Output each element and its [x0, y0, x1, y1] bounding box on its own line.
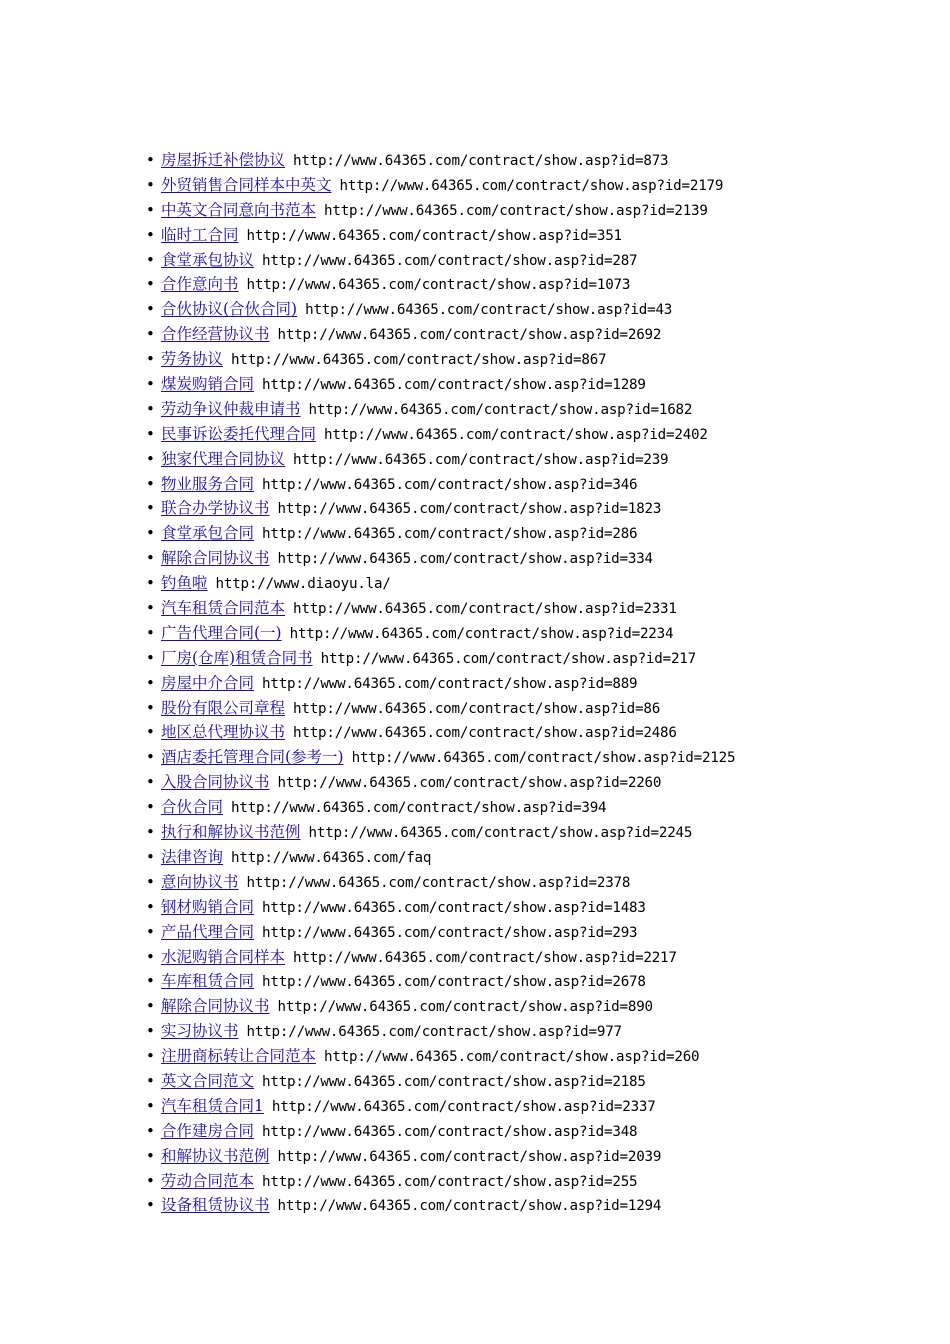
contract-title-link[interactable]: 合作意向书: [161, 275, 239, 294]
contract-title-link[interactable]: 和解协议书范例: [161, 1146, 270, 1165]
list-item: [146, 671, 735, 696]
bullet-icon: •: [146, 424, 155, 443]
list-item: [146, 621, 735, 646]
contract-url-text: http://www.diaoyu.la/: [215, 576, 391, 593]
contract-title-link[interactable]: 厂房(仓库)租赁合同书: [161, 648, 313, 667]
contract-title-link[interactable]: 独家代理合同协议: [161, 449, 286, 468]
list-item: [146, 1019, 735, 1044]
bullet-icon: •: [146, 151, 155, 169]
list-item: [146, 1169, 735, 1194]
bullet-icon: •: [146, 698, 155, 717]
bullet-icon: •: [146, 1022, 155, 1041]
list-item: [146, 696, 735, 721]
bullet-icon: •: [146, 325, 155, 344]
bullet-icon: •: [146, 872, 155, 891]
list-item: [146, 297, 735, 322]
contract-url-text: http://www.64365.com/contract/show.asp?id=43: [305, 302, 673, 319]
contract-url-text: http://www.64365.com/contract/show.asp?id=889: [262, 675, 638, 692]
bullet-icon: •: [146, 897, 155, 916]
bullet-icon: •: [146, 648, 155, 667]
contract-title-link[interactable]: 地区总代理协议书: [161, 723, 286, 742]
list-item: [146, 223, 735, 248]
contract-url-text: http://www.64365.com/contract/show.asp?id=2402: [324, 426, 708, 443]
contract-url-text: http://www.64365.com/contract/show.asp?id=1073: [246, 277, 631, 294]
contract-url-text: http://www.64365.com/contract/show.asp?id=1483: [262, 899, 646, 916]
contract-title-link[interactable]: 临时工合同: [161, 225, 239, 244]
list-item: [146, 795, 735, 820]
contract-title-link[interactable]: 合作经营协议书: [161, 325, 270, 344]
list-item: [146, 895, 735, 920]
list-item: [146, 770, 735, 795]
contract-url-text: http://www.64365.com/contract/show.asp?id=1682: [308, 401, 693, 418]
list-item: [146, 1193, 735, 1218]
bullet-icon: •: [146, 798, 155, 817]
contract-url-text: http://www.64365.com/contract/show.asp?id=351: [246, 227, 622, 244]
contract-url-text: http://www.64365.com/contract/show.asp?id=1289: [262, 377, 646, 394]
contract-title-link[interactable]: 汽车租赁合同1: [161, 1096, 264, 1115]
bullet-icon: •: [146, 449, 155, 468]
list-item: [146, 472, 735, 497]
contract-title-link[interactable]: 广告代理合同(一): [161, 623, 282, 642]
list-item: [146, 745, 735, 770]
list-item: [146, 198, 735, 223]
bullet-icon: •: [146, 922, 155, 941]
contract-link-list: [146, 148, 735, 1218]
contract-url-text: http://www.64365.com/contract/show.asp?id=873: [293, 153, 669, 169]
list-item: [146, 646, 735, 671]
list-item: [146, 969, 735, 994]
contract-title-link[interactable]: 注册商标转让合同范本: [161, 1047, 317, 1066]
list-item: [146, 1119, 735, 1144]
contract-title-link[interactable]: 设备租赁协议书: [161, 1196, 270, 1215]
bullet-icon: •: [146, 1146, 155, 1165]
list-item: [146, 820, 735, 845]
contract-url-text: http://www.64365.com/contract/show.asp?id=2185: [262, 1073, 646, 1090]
bullet-icon: •: [146, 499, 155, 518]
contract-title-link[interactable]: 产品代理合同: [161, 922, 255, 941]
contract-title-link[interactable]: 执行和解协议书范例: [161, 823, 301, 842]
list-item: [146, 173, 735, 198]
contract-url-text: http://www.64365.com/contract/show.asp?id=255: [262, 1173, 638, 1190]
contract-title-link[interactable]: 解除合同协议书: [161, 549, 270, 568]
contract-title-link[interactable]: 意向协议书: [161, 872, 239, 891]
contract-url-text: http://www.64365.com/contract/show.asp?id=2245: [308, 825, 693, 842]
contract-url-text: http://www.64365.com/contract/show.asp?id=1294: [277, 1198, 662, 1215]
list-item: [146, 447, 735, 472]
list-item: [146, 994, 735, 1019]
list-item: [146, 845, 735, 870]
contract-title-link[interactable]: 英文合同范文: [161, 1071, 255, 1090]
contract-url-text: http://www.64365.com/contract/show.asp?id=239: [293, 451, 669, 468]
contract-title-link[interactable]: 劳动合同范本: [161, 1171, 255, 1190]
contract-title-link[interactable]: 合伙合同: [161, 798, 224, 817]
list-item: [146, 546, 735, 571]
list-item: [146, 596, 735, 621]
contract-url-text: http://www.64365.com/contract/show.asp?id=346: [262, 476, 638, 493]
contract-title-link[interactable]: 外贸销售合同样本中英文: [161, 175, 332, 194]
bullet-icon: •: [146, 1171, 155, 1190]
list-item: [146, 148, 735, 173]
list-item: [146, 496, 735, 521]
list-item: [146, 1144, 735, 1169]
contract-url-text: http://www.64365.com/contract/show.asp?id=2234: [289, 625, 674, 642]
contract-title-link[interactable]: 劳务协议: [161, 350, 224, 369]
list-item: [146, 1094, 735, 1119]
contract-url-text: http://www.64365.com/contract/show.asp?id=2260: [277, 775, 662, 792]
contract-title-link[interactable]: 劳动争议仲裁申请书: [161, 399, 301, 418]
bullet-icon: •: [146, 524, 155, 543]
contract-url-text: http://www.64365.com/contract/show.asp?id=348: [262, 1123, 638, 1140]
contract-url-text: http://www.64365.com/contract/show.asp?id=1823: [277, 501, 662, 518]
contract-title-link[interactable]: 实习协议书: [161, 1022, 239, 1041]
bullet-icon: •: [146, 823, 155, 842]
contract-title-link[interactable]: 房屋中介合同: [161, 673, 255, 692]
list-item: [146, 521, 735, 546]
contract-url-text: http://www.64365.com/contract/show.asp?id=2337: [271, 1098, 656, 1115]
bullet-icon: •: [146, 748, 155, 767]
contract-title-link[interactable]: 入股合同协议书: [161, 773, 270, 792]
list-item: [146, 272, 735, 297]
contract-url-text: http://www.64365.com/contract/show.asp?id=2125: [351, 750, 736, 767]
bullet-icon: •: [146, 225, 155, 244]
bullet-icon: •: [146, 549, 155, 568]
list-item: [146, 248, 735, 273]
contract-title-link[interactable]: 房屋拆迁补偿协议: [161, 151, 286, 169]
contract-url-text: http://www.64365.com/contract/show.asp?id=394: [231, 800, 607, 817]
contract-title-link[interactable]: 食堂承包协议: [161, 250, 255, 269]
contract-title-link[interactable]: 合作建房合同: [161, 1121, 255, 1140]
contract-url-text: http://www.64365.com/contract/show.asp?id=890: [277, 999, 653, 1016]
bullet-icon: •: [146, 250, 155, 269]
list-item: [146, 920, 735, 945]
bullet-icon: •: [146, 847, 155, 866]
contract-title-link[interactable]: 车库租赁合同: [161, 972, 255, 991]
contract-title-link[interactable]: 中英文合同意向书范本: [161, 200, 317, 219]
contract-url-text: http://www.64365.com/contract/show.asp?id=334: [277, 551, 653, 568]
bullet-icon: •: [146, 1196, 155, 1215]
bullet-icon: •: [146, 1121, 155, 1140]
bullet-icon: •: [146, 972, 155, 991]
contract-title-link[interactable]: 钓鱼啦: [161, 574, 208, 593]
bullet-icon: •: [146, 773, 155, 792]
bullet-icon: •: [146, 673, 155, 692]
list-item: [146, 347, 735, 372]
contract-url-text: http://www.64365.com/contract/show.asp?id=2039: [277, 1148, 662, 1165]
contract-title-link[interactable]: 酒店委托管理合同(参考一): [161, 748, 344, 767]
contract-url-text: http://www.64365.com/contract/show.asp?id=2217: [293, 949, 677, 966]
bullet-icon: •: [146, 723, 155, 742]
bullet-icon: •: [146, 375, 155, 394]
contract-url-text: http://www.64365.com/contract/show.asp?id=2692: [277, 327, 662, 344]
contract-title-link[interactable]: 煤炭购销合同: [161, 375, 255, 394]
contract-url-text: http://www.64365.com/contract/show.asp?id=867: [231, 352, 607, 369]
bullet-icon: •: [146, 997, 155, 1016]
list-item: [146, 1069, 735, 1094]
bullet-icon: •: [146, 474, 155, 493]
contract-url-text: http://www.64365.com/contract/show.asp?id=2486: [293, 725, 677, 742]
contract-url-text: http://www.64365.com/contract/show.asp?id=977: [246, 1024, 622, 1041]
contract-url-text: http://www.64365.com/contract/show.asp?id=2331: [293, 601, 677, 618]
bullet-icon: •: [146, 1096, 155, 1115]
list-item: [146, 422, 735, 447]
list-item: [146, 372, 735, 397]
bullet-icon: •: [146, 300, 155, 319]
contract-title-link[interactable]: 法律咨询: [161, 847, 224, 866]
list-item: [146, 870, 735, 895]
contract-url-text: http://www.64365.com/contract/show.asp?id=86: [293, 700, 661, 717]
contract-url-text: http://www.64365.com/contract/show.asp?id=217: [320, 650, 696, 667]
bullet-icon: •: [146, 200, 155, 219]
list-item: [146, 720, 735, 745]
bullet-icon: •: [146, 623, 155, 642]
contract-url-text: http://www.64365.com/contract/show.asp?id=286: [262, 526, 638, 543]
contract-title-link[interactable]: 物业服务合同: [161, 474, 255, 493]
list-item: [146, 322, 735, 347]
contract-url-text: http://www.64365.com/contract/show.asp?id=2378: [246, 874, 631, 891]
contract-title-link[interactable]: 解除合同协议书: [161, 997, 270, 1016]
contract-url-text: http://www.64365.com/contract/show.asp?id=293: [262, 924, 638, 941]
contract-url-text: http://www.64365.com/faq: [231, 849, 432, 866]
bullet-icon: •: [146, 399, 155, 418]
list-item: [146, 945, 735, 970]
list-item: [146, 1044, 735, 1069]
contract-url-text: http://www.64365.com/contract/show.asp?id=287: [262, 252, 638, 269]
contract-title-link[interactable]: 水泥购销合同样本: [161, 947, 286, 966]
contract-title-link[interactable]: 股份有限公司章程: [161, 698, 286, 717]
contract-title-link[interactable]: 食堂承包合同: [161, 524, 255, 543]
contract-url-text: http://www.64365.com/contract/show.asp?id=2179: [339, 177, 724, 194]
contract-url-text: http://www.64365.com/contract/show.asp?id=260: [324, 1049, 700, 1066]
bullet-icon: •: [146, 275, 155, 294]
bullet-icon: •: [146, 350, 155, 369]
contract-title-link[interactable]: 民事诉讼委托代理合同: [161, 424, 317, 443]
contract-title-link[interactable]: 钢材购销合同: [161, 897, 255, 916]
contract-url-text: http://www.64365.com/contract/show.asp?id=2678: [262, 974, 646, 991]
bullet-icon: •: [146, 947, 155, 966]
contract-title-link[interactable]: 联合办学协议书: [161, 499, 270, 518]
bullet-icon: •: [146, 1047, 155, 1066]
bullet-icon: •: [146, 1071, 155, 1090]
list-item: [146, 571, 735, 596]
bullet-icon: •: [146, 175, 155, 194]
list-item: [146, 397, 735, 422]
contract-url-text: http://www.64365.com/contract/show.asp?id=2139: [324, 202, 708, 219]
contract-title-link[interactable]: 合伙协议(合伙合同): [161, 300, 298, 319]
bullet-icon: •: [146, 574, 155, 593]
contract-title-link[interactable]: 汽车租赁合同范本: [161, 599, 286, 618]
bullet-icon: •: [146, 599, 155, 618]
